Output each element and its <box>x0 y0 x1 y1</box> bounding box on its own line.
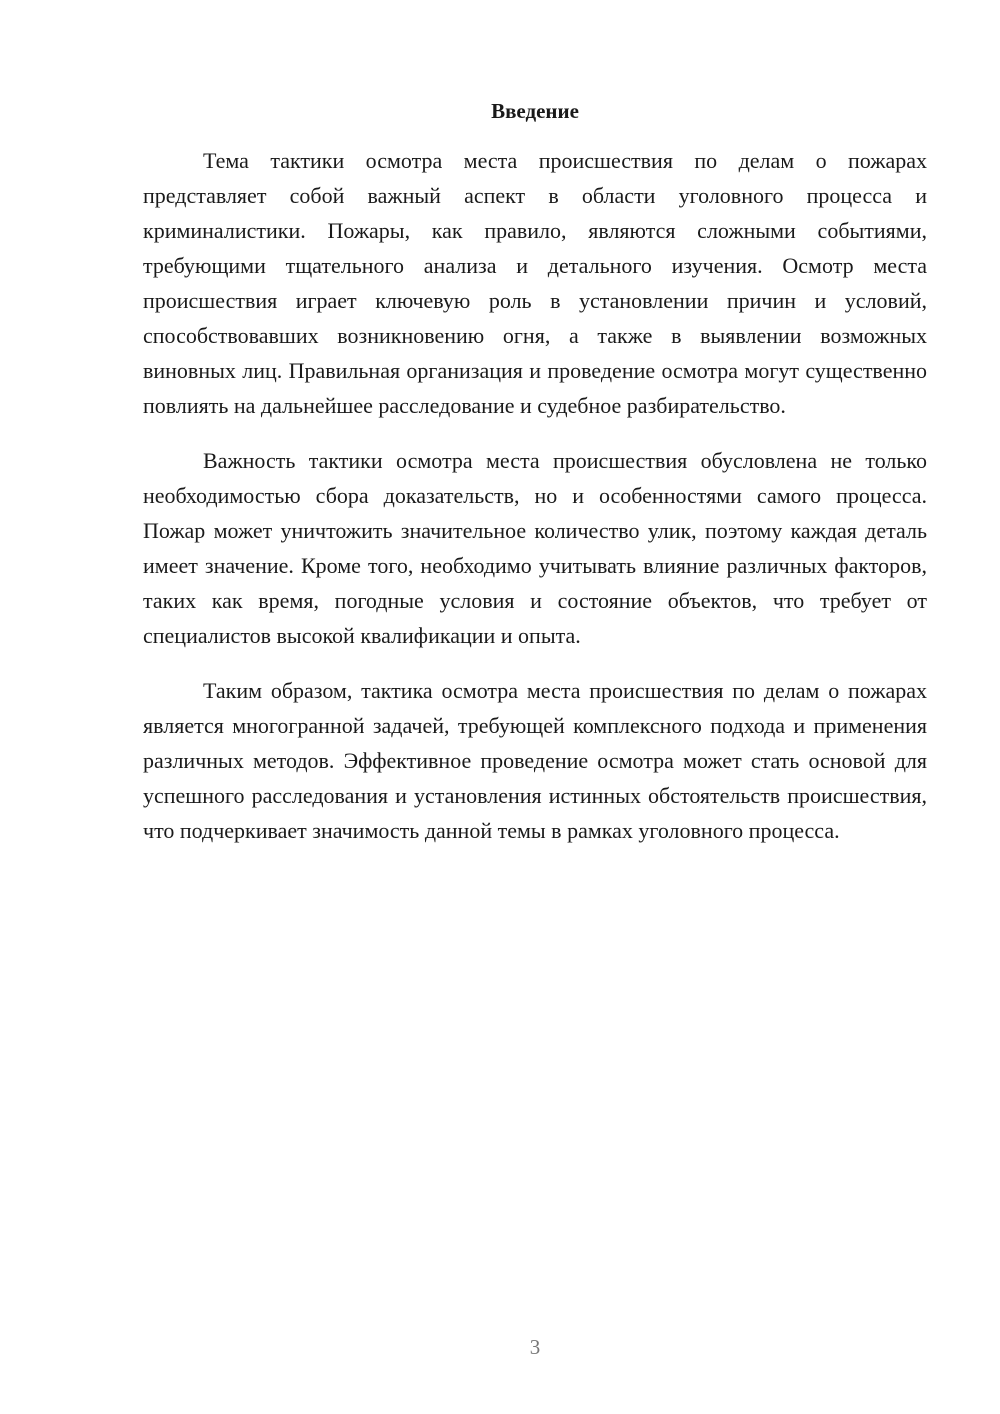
paragraph-conclusion: Таким образом, тактика осмотра места происшествия по делам о пожарах является многогранной задачей, требующей комплексного подхода и применения различных методов. Эффективное проведение осмотра может стать основой для успешного расследования и установления истинных обстоятельств происшествия, что подчеркивает значимость данной темы в рамках уголовного процесса. <box>143 678 927 843</box>
section-heading: Введение <box>491 99 579 123</box>
paragraph-topic: Тема тактики осмотра места происшествия по делам о пожарах представляет собой важный аспект в области уголовного процесса и криминалистики. Пожары, как правило, являются сложными событиями, требующими тщательного анализа и детального изучения. Осмотр места происшествия играет ключевую роль в установлении причин и условий, способствовавших возникновению огня, а также в выявлении возможных виновных лиц. Правильная организация и проведение осмотра могут существенно повлиять на дальнейшее расследование и судебное разбирательство. <box>143 148 927 418</box>
page-body <box>143 96 927 848</box>
page-number: 3 <box>529 1335 541 1359</box>
paragraph-importance: Важность тактики осмотра места происшествия обусловлена не только необходимостью сбора доказательств, но и особенностями самого процесса. Пожар может уничтожить значительное количество улик, поэтому каждая деталь имеет значение. Кроме того, необходимо учитывать влияние различных факторов, таких как время, погодные условия и состояние объектов, что требует от специалистов высокой квалификации и опыта. <box>143 448 927 648</box>
